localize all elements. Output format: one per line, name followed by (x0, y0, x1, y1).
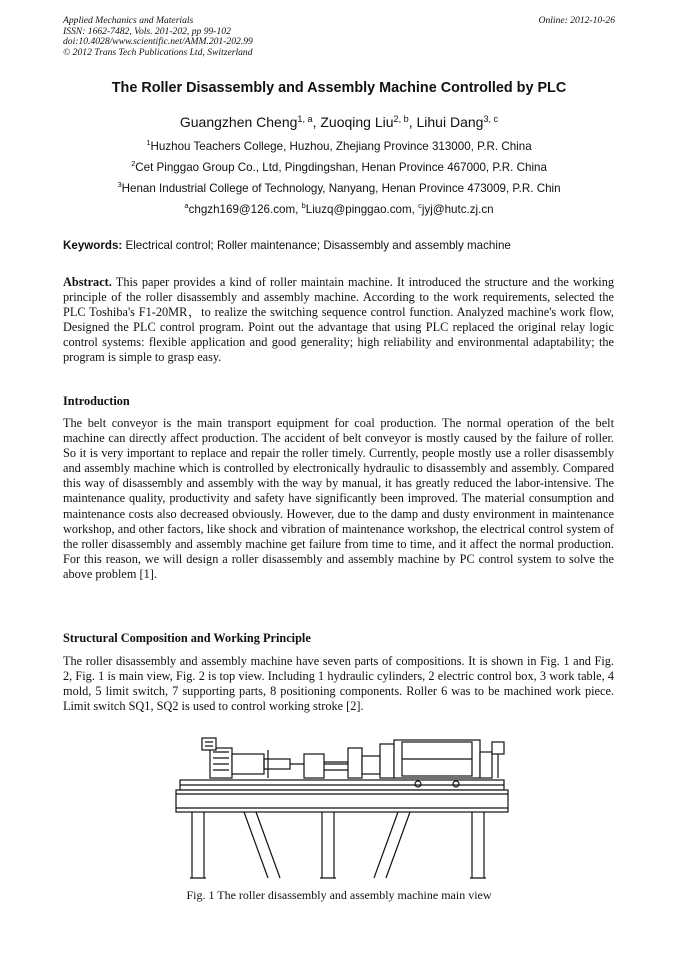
doi: doi:10.4028/www.scientific.net/AMM.201-202.99 (63, 36, 253, 48)
author-list: Guangzhen Cheng$^{1, a}$, Zuoqing Liu$^{2, b}$, Lihui Dang$^{3, c}$ (179, 114, 499, 130)
section-body: The roller disassembly and assembly machine have seven parts of compositions. It is shown in Fig. 1 and Fig. 2, Fig. 1 is main view, Fig. 2 is top view. Including 1 hydraulic cylinders, 2 electric control box, 3 work table, 4 mold, 5 limit switch, 7 supporting parts, 8 positioning components. Roller 6 was to be machined work piece. Limit switch SQ1, SQ2 is used to control working stroke [2]. (63, 654, 614, 714)
hydraulic-cylinder (210, 748, 352, 778)
affiliation: $^1$Huzhou Teachers College, Huzhou, Zhejiang Province 313000, P.R. China (146, 138, 532, 153)
page-header (63, 16, 615, 58)
electric-control-box (202, 738, 216, 750)
tabletop (176, 780, 508, 812)
author-mark: 1, a (297, 114, 313, 124)
paper-title: The Roller Disassembly and Assembly Machine Controlled by PLC (111, 80, 567, 96)
figure-caption: Fig. 1 The roller disassembly and assembly machine main view (186, 888, 492, 902)
email-link[interactable]: chgzh169@126.com, (188, 203, 302, 216)
section-heading: Introduction (63, 394, 130, 408)
mold-and-guides (268, 744, 394, 778)
keywords (63, 239, 615, 252)
author-name: Zuoqing Liu (320, 114, 394, 130)
email-link[interactable]: jyj@hutc.zj.cn (421, 203, 494, 216)
issn: ISSN: 1662-7482, Vols. 201-202, pp 99-102 (63, 25, 231, 37)
keywords-text: Electrical control; Roller maintenance; Disassembly and assembly machine (122, 239, 511, 252)
roller-workpiece (394, 740, 480, 778)
support-legs (190, 812, 486, 878)
affiliation: $^3$Henan Industrial College of Technology, Nanyang, Henan Province 473009, P.R. Chin (117, 180, 561, 195)
journal-name: Applied Mechanics and Materials (63, 15, 194, 26)
email-line: $^a$chgzh169@126.com, $^b$Liuzq@pinggao.com, $^c$jyj@hutc.zj.cn (184, 201, 494, 216)
abstract-label: Abstract. (63, 275, 112, 289)
abstract-text: This paper provides a kind of roller maintain machine. It introduced the structure and the working principle of the roller disassembly and assembly machine. According to the work requirements, selected the PLC Toshiba's F1-20MR，to realize the switching sequence control function. Analyzed machine's work flow, Designed the PLC control program. Point out the advantage that using PLC replaced the original relay logic control systems: flexible application and good generality; high reliability and environmental adaptability; the program is simple to grasp easy. (63, 275, 614, 365)
online-date: Online: 2012-10-26 (538, 15, 615, 26)
email-link[interactable]: Liuzq@pinggao.com, (305, 203, 419, 216)
affiliation: $^2$Cet Pinggao Group Co., Ltd, Pingdingshan, Henan Province 467000, P.R. China (131, 159, 547, 174)
machine-figure (172, 732, 512, 882)
author-name: Lihui Dang (416, 114, 484, 130)
section-body: The belt conveyor is the main transport equipment for coal production. The normal operation of the belt machine can directly affect production. The accident of belt conveyor is mostly caused by the failure of roller. So it is very important to replace and repair the roller timely. Currently, people mostly use a roller disassembly and assembly machine which is controlled by electronically hydraulic to disassembly and assembly. Compared this way of disassembly and assembly with the way by manual, it has greatly reduced the labor-intensive. The maintenance quality, productivity and safety have significantly been improved. The material consumption and maintenance costs also decreased obviously. However, due to the damp and dusty environment in maintenance workshop, and other factors, like shock and vibration of maintenance workshop, the electrical control system of the roller disassembly and assembly machine get failure from time to time, and it affect the normal production. For this reason, we will design a roller disassembly and assembly machine by PC control system to solve the above problem [1]. (63, 416, 614, 581)
author-mark: 3, c (483, 114, 499, 124)
positioning-component (480, 742, 504, 778)
copyright: © 2012 Trans Tech Publications Ltd, Switzerland (63, 46, 253, 58)
author-name: Guangzhen Cheng (179, 114, 298, 130)
abstract (63, 275, 614, 366)
author-mark: 2, b (393, 114, 409, 124)
section-heading: Structural Composition and Working Principle (63, 631, 311, 645)
keywords-label: Keywords: (63, 239, 123, 252)
